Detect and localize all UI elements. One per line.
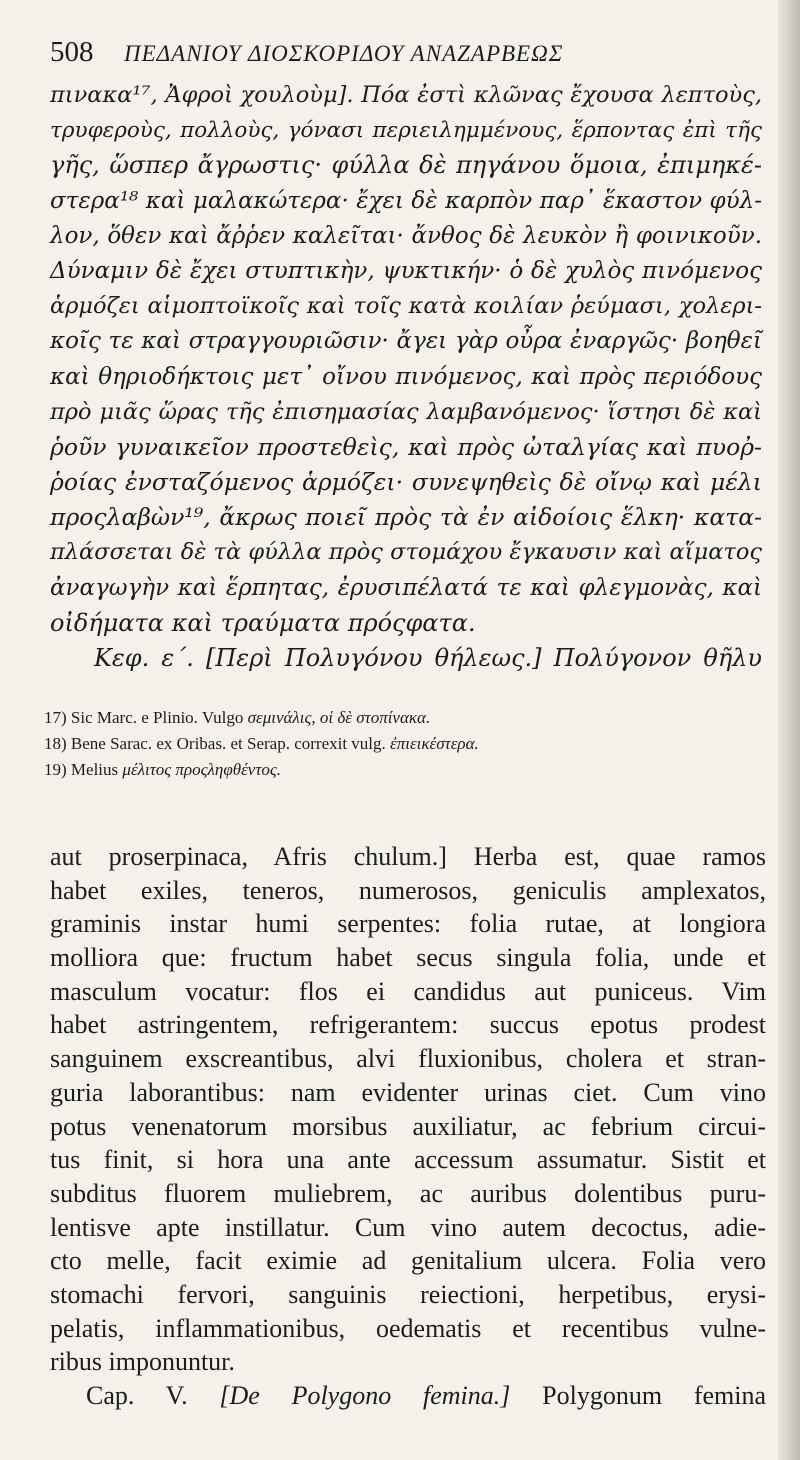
latin-line: aut proserpinaca, Afris chulum.] Herba est, quae ramos: [50, 842, 766, 871]
running-title: ΠΕΔΑΝΙΟΥ ΔΙΟΣΚΟΡΙΔΟΥ ΑΝΑΖΑΡΒΕΩΣ: [124, 41, 564, 66]
footnote: [44, 757, 764, 783]
latin-line: potus venenatorum morsibus auxiliatur, ac febrium circui-: [50, 1111, 766, 1141]
greek-line: κοῖς τε καὶ στραγγουριῶσιν· ἄγει γὰρ οὖρα ἐναργῶς· βοηθεῖ: [50, 328, 762, 355]
greek-line: τρυφεροὺς, πολλοὺς, γόνασι περιειλημμένους, ἕρποντας ἐπὶ τῆς: [50, 118, 762, 144]
latin-text-block: [50, 840, 766, 1413]
latin-line: graminis instar humi serpentes: folia rutae, at longiora: [50, 909, 766, 939]
chapter-title: [De Polygono femina.]: [219, 1381, 511, 1410]
footnote-marker: 17): [44, 708, 67, 727]
latin-line: ribus imponuntur.: [50, 1347, 235, 1377]
greek-line: καὶ θηριοδήκτοις μετ᾽ οἴνου πινόμενος, καὶ πρὸς περιόδους: [50, 363, 762, 390]
greek-line: πινακα¹⁷, Ἀφροὶ χουλοὺμ]. Πόα ἐστὶ κλῶνας ἔχουσα λεπτοὺς,: [50, 82, 762, 108]
footnotes: [44, 705, 764, 783]
footnote-marker: 19): [44, 760, 67, 779]
greek-line: στερα¹⁸ καὶ μαλακώτερα· ἔχει δὲ καρπὸν παρ᾽ ἕκαστον φύλ-: [50, 187, 762, 214]
latin-line: pelatis, inflammationibus, oedematis et recentibus vulne-: [50, 1313, 766, 1343]
footnote: [44, 731, 764, 757]
footnote-text: Bene Sarac. ex Oribas. et Serap. correxit vulg.: [70, 734, 386, 753]
page-header: [50, 36, 750, 76]
footnote-text: Melius: [70, 760, 119, 779]
chapter-number: Cap. V.: [86, 1381, 188, 1410]
latin-line: guria laborantibus: nam evidenter urinas ciet. Cum vino: [50, 1077, 766, 1107]
greek-line: ῥοίας ἐνσταζόμενος ἁρμόζει· συνεψηθεὶς δὲ οἴνῳ καὶ μέλι: [50, 468, 762, 497]
greek-line: οἰδήματα καὶ τραύματα πρόςφατα.: [50, 608, 476, 637]
latin-line: molliora que: fructum habet secus singula folia, unde et: [50, 943, 766, 973]
greek-line: λον, ὅθεν καὶ ἄῤῥεν καλεῖται· ἄνθος δὲ λευκὸν ἢ φοινικοῦν.: [50, 222, 762, 249]
footnote-greek: σεμινάλις, οἱ δὲ στοπίνακα.: [247, 708, 431, 727]
latin-line: habet exiles, teneros, numerosos, geniculis amplexatos,: [50, 875, 766, 905]
latin-line: masculum vocatur: flos ei candidus aut puniceus. Vim: [50, 976, 766, 1006]
chapter-start-text: Polygonum femina: [542, 1381, 766, 1410]
page-edge-shadow: [778, 0, 800, 1460]
footnote: [44, 705, 764, 731]
latin-line: subditus fluorem muliebrem, ac auribus dolentibus puru-: [50, 1178, 766, 1208]
latin-line: stomachi fervori, sanguinis reiectioni, herpetibus, erysi-: [50, 1279, 766, 1309]
footnote-greek: μέλιτος προςληφθέντος.: [122, 760, 282, 779]
footnote-marker: 18): [44, 734, 67, 753]
greek-line: Δύναμιν δὲ ἔχει στυπτικὴν, ψυκτικήν· ὁ δὲ χυλὸς πινόμενος: [50, 257, 762, 284]
greek-chapter-heading: Κεφ. ε΄. [Περὶ Πολυγόνου θήλεως.] Πολύγονον θῆλυ: [94, 644, 762, 672]
greek-line: γῆς, ὥσπερ ἄγρωστις· φύλλα δὲ πηγάνου ὅμοια, ἐπιμηκέ-: [50, 151, 762, 180]
latin-chapter-heading: [50, 1379, 766, 1413]
footnote-greek: ἐπιεικέστερα.: [390, 734, 479, 753]
latin-line: cto melle, facit eximie ad genitalium ulcera. Folia vero: [50, 1246, 766, 1276]
greek-text-block: [50, 78, 762, 676]
greek-line: προςλαβὼν¹⁹, ἄκρως ποιεῖ πρὸς τὰ ἐν αἰδοίοις ἕλκη· κατα-: [50, 503, 762, 532]
latin-line: tus finit, si hora una ante accessum assumatur. Sistit et: [50, 1145, 766, 1175]
page-number: 508: [50, 36, 94, 68]
latin-line: lentisve apte instillatur. Cum vino autem decoctus, adie-: [50, 1212, 766, 1242]
greek-line: πρὸ μιᾶς ὥρας τῆς ἐπισημασίας λαμβανόμενος· ἵστησι δὲ καὶ: [50, 398, 762, 425]
greek-line: ἁρμόζει αἱμοπτοϊκοῖς καὶ τοῖς κατὰ κοιλίαν ῥεύμασι, χολερι-: [50, 293, 762, 320]
greek-line: ῥοῦν γυναικεῖον προστεθεὶς, καὶ πρὸς ὠταλγίας καὶ πυοῤ-: [50, 432, 762, 461]
latin-line: sanguinem exscreantibus, alvi fluxionibus, cholera et stran-: [50, 1044, 766, 1074]
footnote-text: Sic Marc. e Plinio. Vulgo: [70, 708, 244, 727]
greek-line: πλάσσεται δὲ τὰ φύλλα πρὸς στομάχου ἔγκαυσιν καὶ αἵματος: [50, 539, 762, 566]
greek-line: ἀναγωγὴν καὶ ἕρπητας, ἐρυσιπέλατά τε καὶ φλεγμονὰς, καὶ: [50, 574, 762, 601]
latin-line: habet astringentem, refrigerantem: succus epotus prodest: [50, 1010, 766, 1040]
